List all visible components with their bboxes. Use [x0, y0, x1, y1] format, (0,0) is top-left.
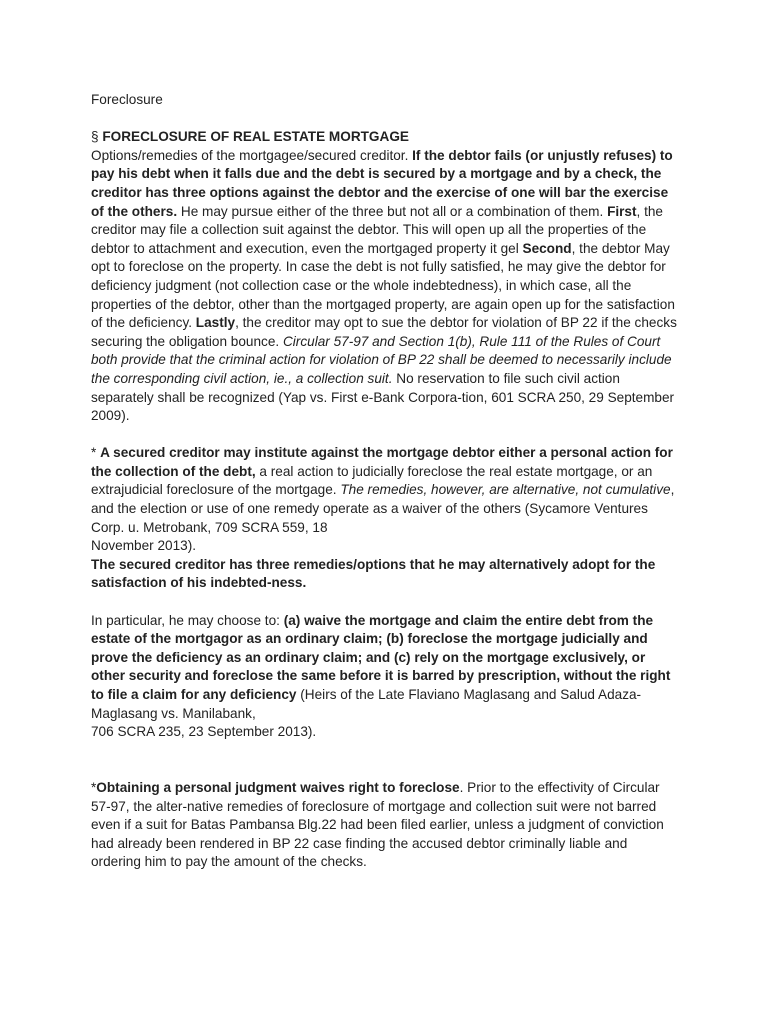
section-symbol: §	[91, 129, 103, 145]
p2-bold: A secured creditor may institute against the mortgage debtor either a personal action for the collection of the debt,	[91, 445, 673, 479]
p1-bold: If the debtor fails (or unjustly refuses) to pay his debt when it falls due and the debt is secured by a mortgage and by a check, the creditor has three options against the debtor and the exercise of one will bar the exercise of the others.	[91, 147, 673, 219]
spacer	[91, 593, 677, 612]
p2-star: *	[91, 445, 101, 461]
p2-italic: The remedies, however, are alternative, not cumulative	[340, 482, 671, 498]
p4-star: *	[91, 779, 97, 795]
document-title-text: Foreclosure	[91, 92, 163, 107]
section-heading	[91, 128, 677, 426]
p2-text-2: , and the election or use of one remedy operate as a waiver of the others (Sycamore Ventures Corp. u. Metrobank, 709 SCRA 559, 18	[91, 482, 675, 535]
p4-bold: Obtaining a personal judgment waives right to foreclose	[96, 779, 460, 795]
p1-text-5: No reservation to file such civil action separately shall be recognized (Yap vs. First e-Bank Corpora-tion, 601 SCRA 250, 29 September 2009).	[91, 370, 675, 424]
p1-second: Second	[522, 240, 572, 256]
spacer	[91, 426, 677, 445]
p1-lead: Options/remedies of the mortgagee/secured creditor.	[91, 147, 413, 163]
p1-italic: Circular 57-97 and Section 1(b), Rule 111 of the Rules of Court both provide that the criminal action for violation of BP 22 shall be deemed to necessarily include the corresponding civil action, ie., a collection suit.	[91, 333, 672, 386]
p3-text-1: (Heirs of the Late Flaviano Maglasang and Salud Adaza-Maglasang vs. Manilabank,	[91, 687, 642, 721]
p1-text-4: , the creditor may opt to sue the debtor for violation of BP 22 if the checks securing the obligation bounce.	[91, 315, 677, 349]
p2-text-3: November 2013).	[91, 538, 197, 554]
document-page	[91, 91, 677, 872]
p3-lead: In particular, he may choose to:	[91, 612, 284, 628]
paragraph-4	[91, 779, 677, 872]
p1-lastly: Lastly	[195, 315, 236, 331]
p1-text-2: , the creditor may file a collection suit against the debtor. This will open up all the properties of the debtor to attachment and execution, even the mortgaged property it gel	[91, 203, 663, 256]
p2-text-1: a real action to judicially foreclose the real estate mortgage, or an extrajudicial foreclosure of the mortgage.	[91, 463, 653, 498]
p4-text-1: . Prior to the effectivity of Circular 57-97, the alter-native remedies of foreclosure of mortgage and collection suit were not barred even if a suit for Batas Pambansa Blg.22 had been filed earlier, unless a judgment of conviction had already been rendered in BP 22 case finding the accused debtor criminally liable and ordering him to pay the amount of the checks.	[91, 779, 664, 870]
p1-text-1: He may pursue either of the three but not all or a combination of them.	[177, 203, 608, 219]
p1-first: First	[607, 203, 637, 219]
section-heading-text: FORECLOSURE OF REAL ESTATE MORTGAGE	[102, 129, 409, 145]
p3-bold: (a) waive the mortgage and claim the entire debt from the estate of the mortgagor as an ordinary claim; (b) foreclose the mortgage judicially and prove the deficiency as an ordinary claim; and (c) rely on the mortgage exclusively, or other security and foreclose the same before it is barred by prescription, without the right to file a claim for any deficiency	[91, 612, 671, 702]
p2-bold-2: The secured creditor has three remedies/options that he may alternatively adopt for the satisfaction of his indebted-ness.	[91, 556, 656, 591]
paragraph-2	[91, 444, 677, 593]
spacer	[91, 742, 677, 779]
p3-text-2: 706 SCRA 235, 23 September 2013).	[91, 724, 317, 740]
p1-text-3: , the debtor May opt to foreclose on the property. In case the debt is not fully satisfied, he may give the debtor for deficiency judgment (not collection case or the whole indebtedness), in which case, all the properties of the debtor, other than the mortgaged property, are again open up for the satisfaction of the deficiency.	[91, 240, 675, 331]
paragraph-3	[91, 612, 677, 742]
document-title	[91, 91, 677, 110]
